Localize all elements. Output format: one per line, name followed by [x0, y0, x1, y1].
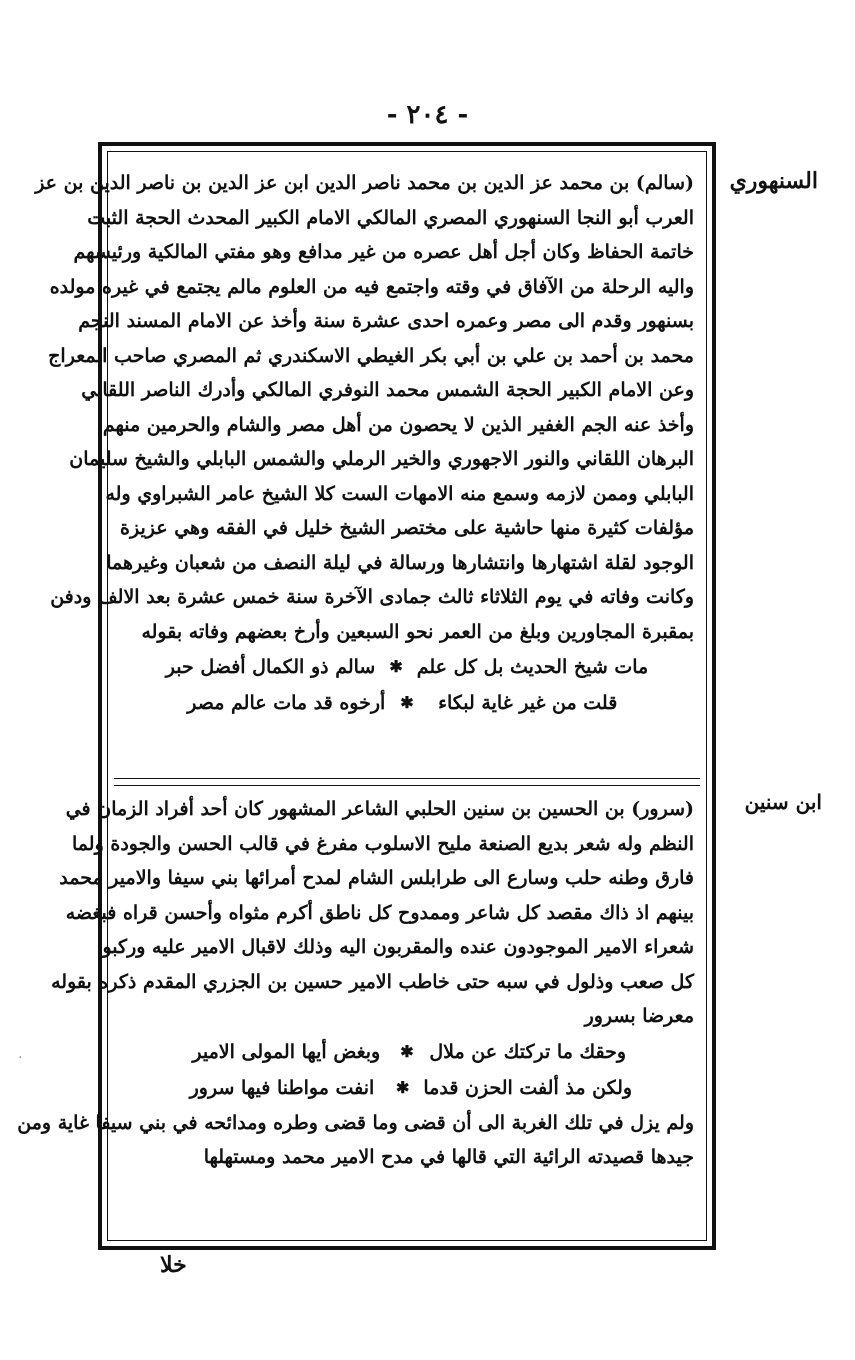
text-line: العرب أبو النجا السنهوري المصري المالكي الامام الكبير المحدث الحجة الثبت	[87, 206, 694, 229]
text-line: مؤلفات كثيرة منها حاشية على مختصر الشيخ خليل في الفقه وهي عزيزة	[120, 517, 694, 539]
margin-dot: ·	[18, 1050, 23, 1066]
verse-second-hemistich: سالم ذو الكمال أفضل حبر	[165, 656, 376, 678]
inner-frame-border	[17, 151, 707, 1241]
biography-entry-salim	[35, 166, 694, 721]
text-line: النظم وله شعر بديع الصنعة مليح الاسلوب مفرغ في قالب الحسن والجودة ولما	[72, 832, 694, 855]
page-number: - ٢٠٤ -	[386, 100, 469, 130]
verse-second-hemistich: أرخوه قد مات عالم مصر	[187, 692, 386, 714]
star-separator-icon: ✱	[389, 657, 403, 676]
verse-first-hemistich: ولكن مذ ألفت الحزن قدما	[423, 1076, 633, 1099]
text-line: جيدها قصيدته الرائية التي قالها في مدح الامير محمد ومستهلها	[203, 1146, 694, 1168]
text-line: البرهان اللقاني والنور الاجهوري والخير الرملي والشمس البابلي والشيخ سليمان	[69, 448, 694, 470]
margin-name-entry-2: ابن سنين	[744, 790, 822, 814]
text-line: بسنهور وقدم الى مصر وعمره احدى عشرة سنة وأخذ عن الامام المسند النجم	[78, 310, 694, 332]
text-line: (سرور) بن الحسين بن سنين الحلبي الشاعر المشهور كان أحد أفراد الزمان في	[65, 798, 694, 820]
star-separator-icon: ✱	[395, 1077, 410, 1097]
text-line: كل صعب وذلول في سبه حتى خاطب الامير حسين بن الجزري المقدم ذكره بقوله	[51, 970, 694, 993]
verse-first-hemistich: وحقك ما تركتك عن ملال	[429, 1040, 627, 1063]
verse-first-hemistich: مات شيخ الحديث بل كل علم	[416, 656, 649, 678]
margin-name-entry-1: السنهوري	[729, 168, 818, 194]
verse-second-hemistich: وبغض أيها المولى الامير	[192, 1040, 381, 1063]
text-line: وعن الامام الكبير الحجة الشمس محمد النوفري المالكي وأدرك الناصر اللقاني	[81, 379, 694, 401]
text-line: خاتمة الحفاظ وكان أجل أهل عصره من غير مدافع وهو مفتي المالكية ورئيسهم	[73, 241, 694, 263]
verse-line	[120, 1034, 694, 1070]
verse-line	[120, 649, 694, 685]
star-separator-icon: ✱	[400, 1041, 414, 1061]
text-line: شعراء الامير الموجودون عنده والمقربون اليه وذلك لاقبال الامير عليه وركبوا	[97, 936, 694, 958]
text-line: بينهم اذ ذاك مقصد كل شاعر وممدوح كل ناطق أكرم مثواه وأحسن قراه فبغضه	[65, 901, 694, 924]
section-divider	[114, 778, 700, 786]
text-line: معرضا بسرور	[584, 1005, 694, 1027]
text-line: البابلي وممن لازمه وسمع منه الامهات الست كلا الشيخ عامر الشبراوي وله	[105, 482, 694, 505]
text-line: ولم يزل في تلك الغربة الى أن قضى وما قضى وطره ومدائحه في بني سيفا غاية ومن	[17, 1111, 694, 1134]
verse-line	[120, 1070, 694, 1106]
text-line: واليه الرحلة من الآفاق في وقته واجتمع فيه من العلوم مالم يجتمع في غيره مولده	[49, 275, 694, 298]
biography-entry-surur	[17, 792, 694, 1175]
text-line: محمد بن أحمد بن علي بن أبي بكر الغيطي الاسكندري ثم المصري صاحب المعراج	[48, 344, 694, 367]
text-line: الوجود لقلة اشتهارها وانتشارها ورسالة في ليلة النصف من شعبان وغيرهما	[106, 551, 694, 574]
text-line: (سالم) بن محمد عز الدين بن محمد ناصر الدين ابن عز الدين بن ناصر الدين بن عز	[35, 172, 694, 194]
verse-line	[120, 685, 694, 721]
verse-second-hemistich: انفت مواطنا فيها سرور	[189, 1076, 375, 1099]
verse-first-hemistich: قلت من غير غاية لبكاء	[438, 692, 618, 714]
text-frame	[17, 142, 716, 1250]
text-line: وأخذ عنه الجم الغفير الذين لا يحصون من أهل مصر والشام والحرمين منهم	[102, 413, 694, 436]
catchword: خلا	[160, 1252, 187, 1278]
text-line: فارق وطنه حلب وسارع الى طرابلس الشام لمدح أمرائها بني سيفا والامير محمد	[59, 867, 694, 889]
text-line: وكانت وفاته في يوم الثلاثاء ثالث جمادى الآخرة سنة خمس عشرة بعد الالف ودفن	[50, 586, 694, 608]
star-separator-icon: ✱	[400, 693, 414, 712]
text-line: بمقبرة المجاورين وبلغ من العمر نحو السبعين وأرخ بعضهم وفاته بقوله	[141, 620, 694, 643]
